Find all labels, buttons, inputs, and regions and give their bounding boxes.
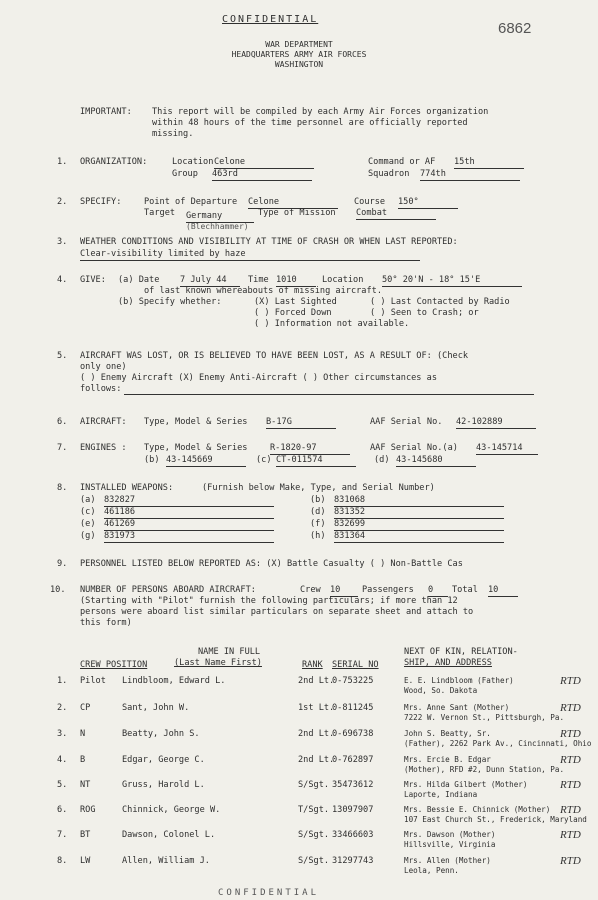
- weapon-b-label: (b): [310, 495, 326, 505]
- persons-line-3: persons were aboard list similar particulars on separate sheet and attach to: [80, 607, 474, 617]
- command-label: Command or AF: [368, 157, 436, 167]
- personnel-status: PERSONNEL LISTED BELOW REPORTED AS: (X) Battle Casualty ( ) Non-Battle Cas: [80, 559, 463, 569]
- engine-d-label: (d): [374, 455, 390, 465]
- option-no-info: ( ) Information not available.: [254, 319, 410, 329]
- header-name-2: (Last Name First): [174, 658, 262, 668]
- handwritten-rtd-note: RTD: [560, 702, 581, 714]
- weapon-h-value: 831364: [334, 532, 504, 543]
- engine-serial-c: CT-011574: [276, 456, 356, 467]
- persons-label: NUMBER OF PERSONS ABOARD AIRCRAFT:: [80, 585, 256, 595]
- next-of-kin-address: 107 East Church St., Frederick, Maryland: [404, 815, 587, 824]
- row-number: 2.: [57, 703, 68, 713]
- header-kin-2: SHIP, AND ADDRESS: [404, 658, 492, 668]
- confidential-heading: CONFIDENTIAL: [222, 14, 319, 25]
- handwritten-rtd-note: RTD: [560, 804, 581, 816]
- crew-rank: 2nd Lt.: [298, 755, 335, 765]
- weapon-a-label: (a): [80, 495, 96, 505]
- crew-serial: 13097907: [332, 805, 374, 815]
- command-value: 15th: [454, 158, 524, 169]
- departure-label: Point of Departure: [144, 197, 238, 207]
- engine-serial-d: 43-145680: [396, 456, 476, 467]
- crew-name: Gruss, Harold L.: [122, 780, 205, 790]
- engine-serial-b: 43-145669: [166, 456, 246, 467]
- date-label: (a) Date: [118, 275, 160, 285]
- crew-position: NT: [80, 780, 91, 790]
- engine-b-label: (b): [144, 455, 160, 465]
- section-1-number: 1.: [57, 157, 68, 167]
- target-note: (Blechhammer): [186, 222, 249, 231]
- section-7-number: 7.: [57, 443, 68, 453]
- whereabouts-text: of last known whereabouts of missing aircraft.: [144, 286, 382, 296]
- weapon-g-value: 831973: [104, 532, 274, 543]
- next-of-kin-address: Leola, Penn.: [404, 866, 459, 875]
- location-value: Celone: [214, 158, 314, 169]
- section-8-number: 8.: [57, 483, 68, 493]
- section-2-number: 2.: [57, 197, 68, 207]
- weapon-c-value: 461186: [104, 508, 274, 519]
- crew-serial: 0-762897: [332, 755, 374, 765]
- crew-serial: 35473612: [332, 780, 374, 790]
- total-label: Total: [452, 585, 478, 595]
- crew-name: Edgar, George C.: [122, 755, 205, 765]
- important-text-3: missing.: [152, 129, 194, 139]
- option-seen-crash: ( ) Seen to Crash; or: [370, 308, 479, 318]
- target-value: Germany: [186, 212, 254, 223]
- crew-position: B: [80, 755, 86, 765]
- squadron-value: 774th: [420, 170, 520, 181]
- important-text-1: This report will be compiled by each Army Air Forces organization: [152, 107, 489, 117]
- aircraft-type-value: B-17G: [266, 418, 336, 429]
- crew-position: Pilot: [80, 676, 106, 686]
- course-label: Course: [354, 197, 386, 207]
- next-of-kin-address: (Father), 2262 Park Av., Cincinnati, Ohio: [404, 739, 592, 748]
- header-crew-position: CREW POSITION: [80, 660, 148, 670]
- persons-line-4: this form): [80, 618, 132, 628]
- weather-value: Clear-visibility limited by haze: [80, 250, 420, 261]
- give-location-label: Location: [322, 275, 364, 285]
- crew-serial: 0-811245: [332, 703, 374, 713]
- handwritten-rtd-note: RTD: [560, 829, 581, 841]
- row-number: 1.: [57, 676, 68, 686]
- crew-position: ROG: [80, 805, 96, 815]
- engine-serial-label: AAF Serial No.(a): [370, 443, 458, 453]
- target-label: Target: [144, 208, 176, 218]
- section-4-number: 4.: [57, 275, 68, 285]
- crew-name: Allen, William J.: [122, 856, 210, 866]
- crew-position: CP: [80, 703, 91, 713]
- next-of-kin-address: Hillsville, Virginia: [404, 840, 496, 849]
- group-value: 463rd: [212, 170, 312, 181]
- crew-serial: 0-753225: [332, 676, 374, 686]
- weapon-a-value: 832827: [104, 496, 274, 507]
- next-of-kin: E. E. Lindbloom (Father): [404, 676, 514, 685]
- handwritten-rtd-note: RTD: [560, 754, 581, 766]
- weapon-h-label: (h): [310, 531, 326, 541]
- weapons-note: (Furnish below Make, Type, and Serial Number): [202, 483, 435, 493]
- aircraft-label: AIRCRAFT:: [80, 417, 127, 427]
- handwritten-rtd-note: RTD: [560, 779, 581, 791]
- engine-c-label: (c): [256, 455, 272, 465]
- header-serial: SERIAL NO: [332, 660, 379, 670]
- crew-position: LW: [80, 856, 91, 866]
- row-number: 6.: [57, 805, 68, 815]
- specify-whether-label: (b) Specify whether:: [118, 297, 222, 307]
- weapon-e-label: (e): [80, 519, 96, 529]
- weapon-e-value: 461269: [104, 520, 274, 531]
- crew-rank: 2nd Lt.: [298, 676, 335, 686]
- option-last-sighted: (X) Last Sighted: [254, 297, 337, 307]
- organization-label: ORGANIZATION:: [80, 157, 148, 167]
- next-of-kin: John S. Beatty, Sr.: [404, 729, 491, 738]
- row-number: 8.: [57, 856, 68, 866]
- important-text-2: within 48 hours of the time personnel are officially reported: [152, 118, 468, 128]
- crew-rank: S/Sgt.: [298, 856, 330, 866]
- crew-label: Crew: [300, 585, 321, 595]
- header-name-1: NAME IN FULL: [198, 647, 261, 657]
- engine-type-label: Type, Model & Series: [144, 443, 248, 453]
- date-value: 7 July 44: [180, 276, 240, 287]
- option-last-contacted: ( ) Last Contacted by Radio: [370, 297, 510, 307]
- next-of-kin: Mrs. Bessie E. Chinnick (Mother): [404, 805, 551, 814]
- engine-type-value: R-1820-97: [270, 444, 350, 455]
- next-of-kin-address: Wood, So. Dakota: [404, 686, 478, 695]
- crew-rank: S/Sgt.: [298, 780, 330, 790]
- crew-name: Chinnick, George W.: [122, 805, 221, 815]
- next-of-kin-address: 7222 W. Vernon St., Pittsburgh, Pa.: [404, 713, 565, 722]
- handwritten-rtd-note: RTD: [560, 728, 581, 740]
- lost-line-1: AIRCRAFT WAS LOST, OR IS BELIEVED TO HAVE BEEN LOST, AS A RESULT OF: (Check: [80, 351, 469, 361]
- footer-confidential: CONFIDENTIAL: [218, 888, 320, 898]
- section-3-number: 3.: [57, 237, 68, 247]
- passengers-value: 0: [428, 586, 448, 597]
- weapon-f-value: 832699: [334, 520, 504, 531]
- specify-label: SPECIFY:: [80, 197, 122, 207]
- aircraft-serial-value: 42-102889: [456, 418, 536, 429]
- handwritten-rtd-note: RTD: [560, 855, 581, 867]
- header-line-2: HEADQUARTERS ARMY AIR FORCES: [231, 50, 367, 59]
- persons-line-2: (Starting with "Pilot" furnish the following particulars; if more than 12: [80, 596, 458, 606]
- lost-line-4: follows:: [80, 384, 122, 394]
- next-of-kin: Mrs. Hilda Gilbert (Mother): [404, 780, 528, 789]
- aircraft-serial-label: AAF Serial No.: [370, 417, 443, 427]
- group-label: Group: [172, 169, 198, 179]
- next-of-kin: Mrs. Anne Sant (Mother): [404, 703, 510, 712]
- crew-serial: 0-696738: [332, 729, 374, 739]
- document-number: 6862: [498, 20, 532, 37]
- mission-value: Combat: [356, 209, 436, 220]
- crew-serial: 33466603: [332, 830, 374, 840]
- next-of-kin-address: (Mother), RFD #2, Dunn Station, Pa.: [404, 765, 565, 774]
- row-number: 5.: [57, 780, 68, 790]
- lost-line-2: only one): [80, 362, 127, 372]
- section-5-number: 5.: [57, 351, 68, 361]
- crew-position: N: [80, 729, 86, 739]
- next-of-kin: Mrs. Dawson (Mother): [404, 830, 496, 839]
- header-line-3: WASHINGTON: [274, 60, 324, 69]
- row-number: 3.: [57, 729, 68, 739]
- lost-follows-line: [124, 385, 534, 395]
- section-6-number: 6.: [57, 417, 68, 427]
- time-value: 1010: [276, 276, 316, 287]
- location-label: Location: [172, 157, 214, 167]
- course-value: 150°: [398, 198, 458, 209]
- crew-rank: T/Sgt.: [298, 805, 330, 815]
- option-forced-down: ( ) Forced Down: [254, 308, 332, 318]
- next-of-kin: Mrs. Allen (Mother): [404, 856, 491, 865]
- crew-rank: S/Sgt.: [298, 830, 330, 840]
- aircraft-type-label: Type, Model & Series: [144, 417, 248, 427]
- squadron-label: Squadron: [368, 169, 410, 179]
- row-number: 7.: [57, 830, 68, 840]
- next-of-kin: Mrs. Ercie B. Edgar: [404, 755, 491, 764]
- weapons-label: INSTALLED WEAPONS:: [80, 483, 174, 493]
- section-10-number: 10.: [50, 585, 66, 595]
- total-value: 10: [488, 586, 518, 597]
- crew-name: Beatty, John S.: [122, 729, 200, 739]
- lost-line-3: ( ) Enemy Aircraft (X) Enemy Anti-Aircraft ( ) Other circumstances as: [80, 373, 437, 383]
- crew-value: 10: [330, 586, 358, 597]
- weapon-c-label: (c): [80, 507, 96, 517]
- weapon-b-value: 831068: [334, 496, 504, 507]
- time-label: Time: [248, 275, 269, 285]
- important-label: IMPORTANT:: [80, 107, 132, 117]
- row-number: 4.: [57, 755, 68, 765]
- mission-label: Type of Mission: [258, 208, 336, 218]
- weapon-d-value: 831352: [334, 508, 504, 519]
- weapon-d-label: (d): [310, 507, 326, 517]
- engine-serial-a: 43-145714: [476, 444, 538, 455]
- section-9-number: 9.: [57, 559, 68, 569]
- header-line-1: WAR DEPARTMENT: [265, 40, 333, 49]
- header-kin-1: NEXT OF KIN, RELATION-: [404, 647, 518, 657]
- give-label: GIVE:: [80, 275, 106, 285]
- passengers-label: Passengers: [362, 585, 414, 595]
- header-rank: RANK: [302, 660, 323, 670]
- crew-serial: 31297743: [332, 856, 374, 866]
- crew-rank: 2nd Lt.: [298, 729, 335, 739]
- weapon-g-label: (g): [80, 531, 96, 541]
- give-location-value: 50° 20'N - 18° 15'E: [382, 276, 522, 287]
- crew-name: Sant, John W.: [122, 703, 190, 713]
- weapon-f-label: (f): [310, 519, 326, 529]
- crew-rank: 1st Lt.: [298, 703, 335, 713]
- crew-position: BT: [80, 830, 91, 840]
- weather-label: WEATHER CONDITIONS AND VISIBILITY AT TIME OF CRASH OR WHEN LAST REPORTED:: [80, 237, 458, 247]
- departure-value: Celone: [248, 198, 338, 209]
- next-of-kin-address: Laporte, Indiana: [404, 790, 478, 799]
- crew-name: Dawson, Colonel L.: [122, 830, 216, 840]
- crew-name: Lindbloom, Edward L.: [122, 676, 226, 686]
- handwritten-rtd-note: RTD: [560, 675, 581, 687]
- engines-label: ENGINES :: [80, 443, 127, 453]
